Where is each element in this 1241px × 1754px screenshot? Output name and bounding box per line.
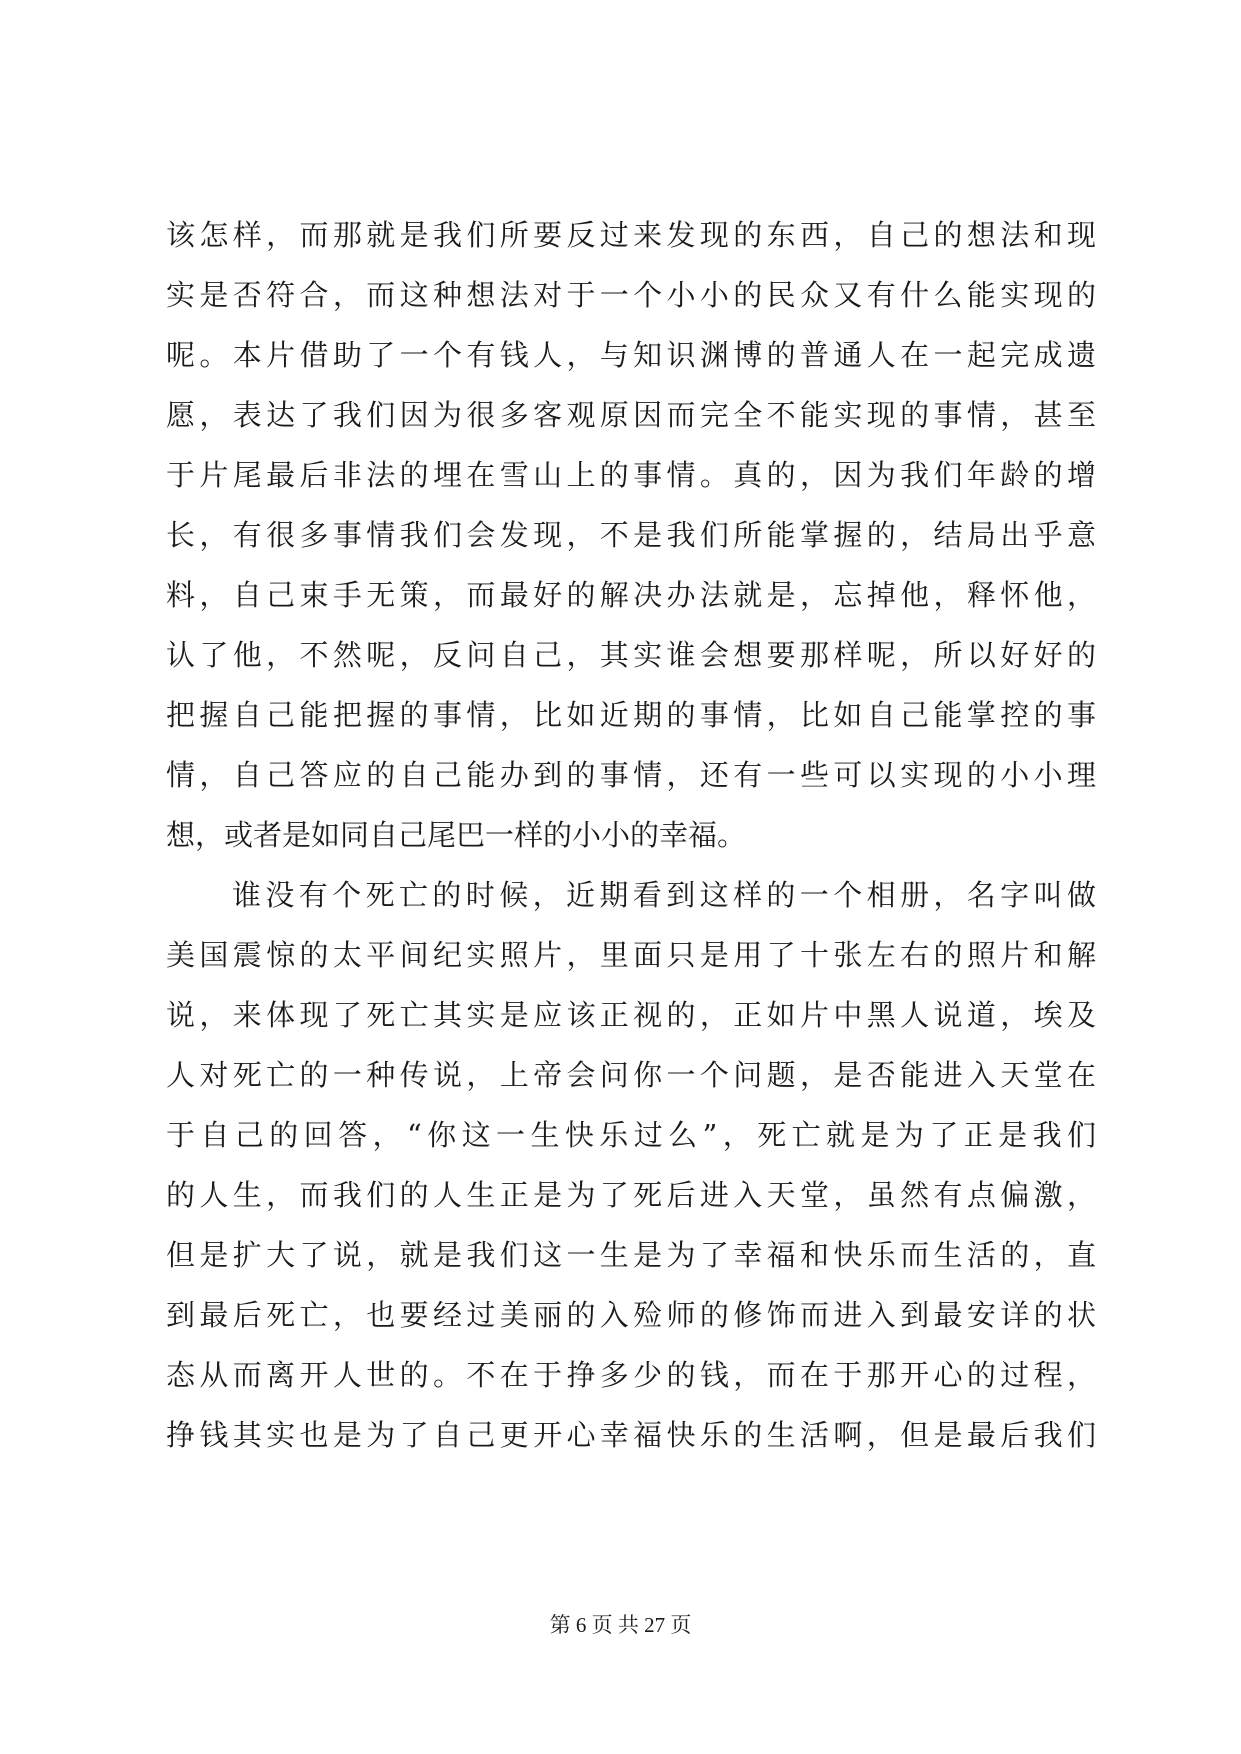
text-line: 长，有很多事情我们会发现，不是我们所能掌握的，结局出乎意: [166, 518, 1096, 552]
text-line: 呢。本片借助了一个有钱人，与知识渊博的普通人在一起完成遗: [166, 338, 1096, 372]
text-line: 但是扩大了说，就是我们这一生是为了幸福和快乐而生活的，直: [166, 1238, 1096, 1272]
page-number-footer: 第 6 页 共 27 页: [549, 1613, 692, 1637]
text-line: 实是否符合，而这种想法对于一个小小的民众又有什么能实现的: [166, 278, 1096, 312]
text-line: 态从而离开人世的。不在于挣多少的钱，而在于那开心的过程，: [166, 1358, 1096, 1392]
text-line: 说，来体现了死亡其实是应该正视的，正如片中黑人说道，埃及: [166, 998, 1096, 1032]
text-line: 该怎样，而那就是我们所要反过来发现的东西，自己的想法和现: [166, 218, 1096, 252]
text-line: 的人生，而我们的人生正是为了死后进入天堂，虽然有点偏激，: [166, 1178, 1096, 1212]
text-line: 于自己的回答，“你这一生快乐过么”，死亡就是为了正是我们: [166, 1118, 1096, 1152]
text-line: 挣钱其实也是为了自己更开心幸福快乐的生活啊，但是最后我们: [166, 1418, 1096, 1452]
paragraph-1: [166, 205, 1096, 865]
text-line: 愿，表达了我们因为很多客观原因而完全不能实现的事情，甚至: [166, 398, 1096, 432]
text-line: 把握自己能把握的事情，比如近期的事情，比如自己能掌控的事: [166, 698, 1096, 732]
text-line: 料，自己束手无策，而最好的解决办法就是，忘掉他，释怀他，: [166, 578, 1096, 612]
text-line: 谁没有个死亡的时候，近期看到这样的一个相册，名字叫做: [232, 878, 1096, 912]
text-line: 于片尾最后非法的埋在雪山上的事情。真的，因为我们年龄的增: [166, 458, 1096, 492]
text-line: 认了他，不然呢，反问自己，其实谁会想要那样呢，所以好好的: [166, 638, 1096, 672]
text-line: 想，或者是如同自己尾巴一样的小小的幸福。: [166, 818, 747, 852]
text-line: 到最后死亡，也要经过美丽的入殓师的修饰而进入到最安详的状: [166, 1298, 1096, 1332]
text-line: 美国震惊的太平间纪实照片，里面只是用了十张左右的照片和解: [166, 938, 1096, 972]
body-text: [166, 205, 1096, 1465]
text-line: 情，自己答应的自己能办到的事情，还有一些可以实现的小小理: [166, 758, 1096, 792]
text-line: 人对死亡的一种传说，上帝会问你一个问题，是否能进入天堂在: [166, 1058, 1096, 1092]
paragraph-2: [166, 865, 1096, 1465]
